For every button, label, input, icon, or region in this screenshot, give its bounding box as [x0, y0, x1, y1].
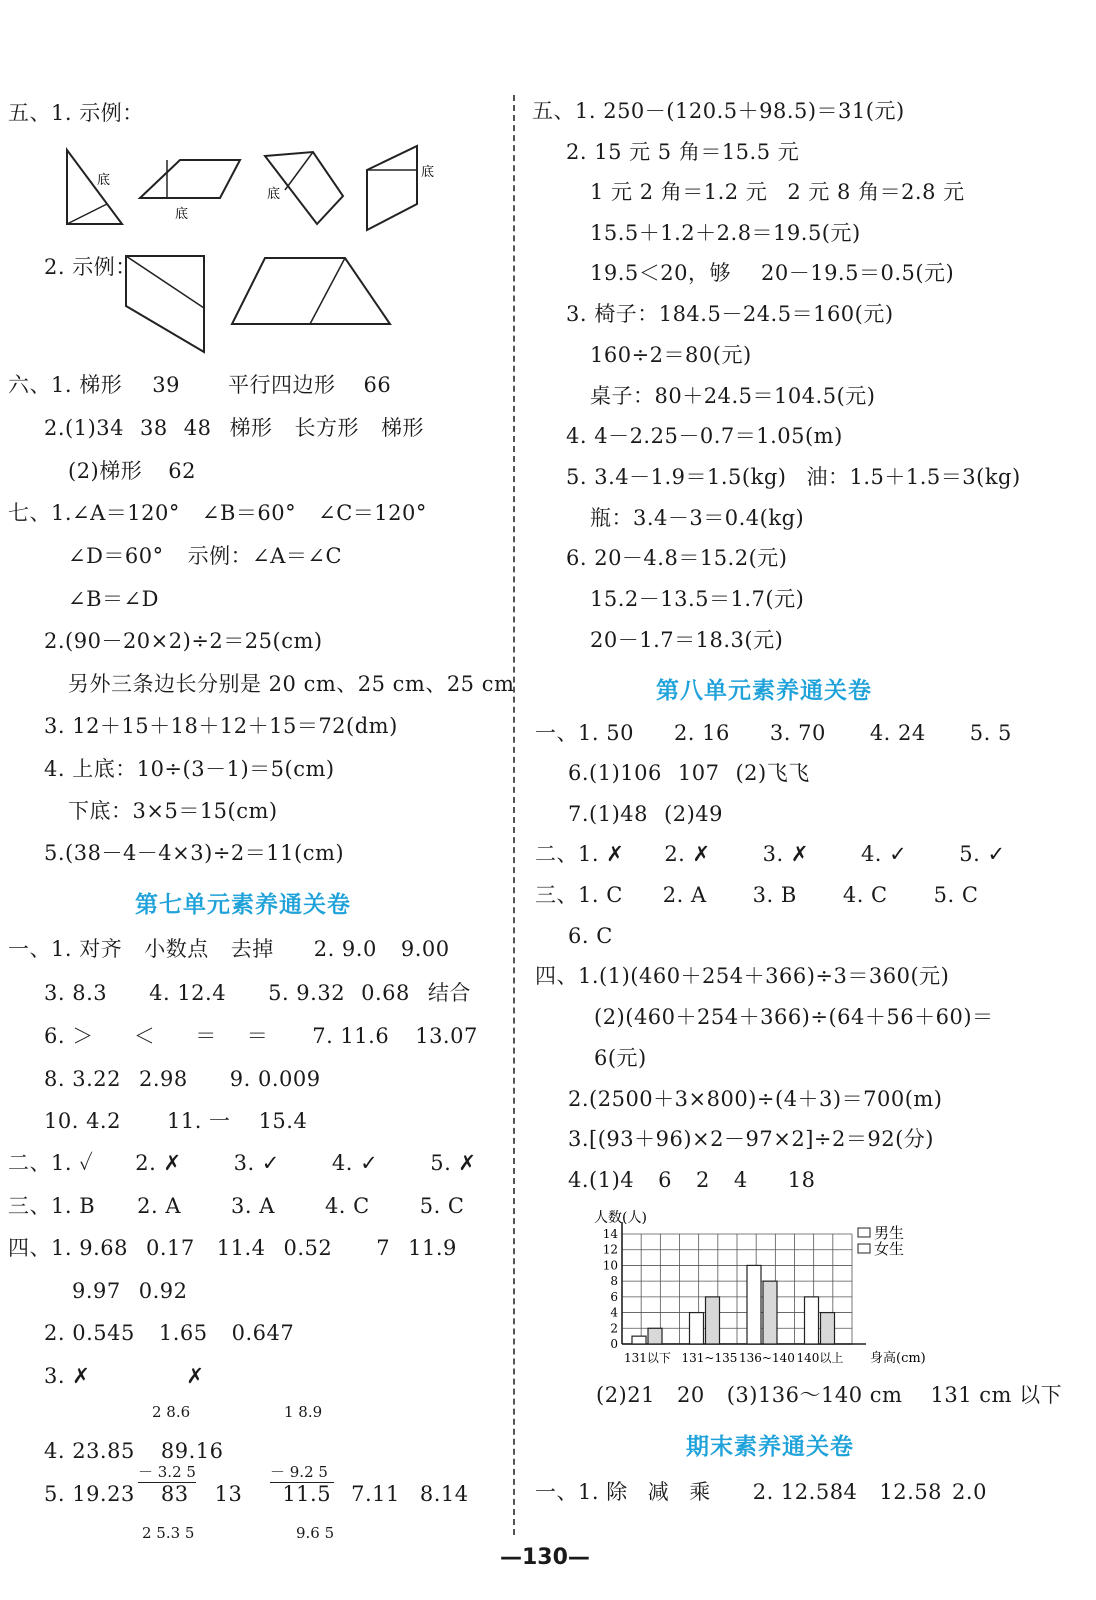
bar-boys-3	[805, 1297, 819, 1344]
unit7-title: 第七单元素养通关卷	[135, 892, 351, 918]
u7-judge: 二、1. ✓ 2. ✗ 3. ✓ 4. ✓ 5. ✗	[8, 1151, 477, 1175]
u7-4-1b: 9.97 0.92	[72, 1279, 188, 1303]
r5-1: 五、1. 250－(120.5＋98.5)＝31(元)	[532, 99, 905, 123]
u7-4-4: 4. 23.85 89.16	[44, 1439, 224, 1463]
s7-2b: 另外三条边长分别是 20 cm、25 cm、25 cm	[68, 672, 515, 696]
u8-4-3: 3.[(93＋96)×2－97×2]÷2＝92(分)	[568, 1127, 934, 1151]
r5-6: 6. 20－4.8＝15.2(元)	[566, 546, 788, 570]
r5-6c: 20－1.7＝18.3(元)	[590, 628, 784, 652]
r5-3b: 160÷2＝80(元)	[590, 343, 752, 367]
u8-6: 6.(1)106 107 (2)飞飞	[568, 761, 810, 785]
base-label-2: 底	[175, 207, 189, 222]
parallelogram-vertical-shape	[367, 146, 417, 230]
legend-girls: 女生	[874, 1240, 905, 1258]
u7-8: 8. 3.22 2.98 9. 0.009	[44, 1067, 321, 1091]
s7-1c: ∠B＝∠D	[68, 587, 159, 611]
y-tick-label: 4	[610, 1305, 618, 1320]
column-divider	[513, 95, 515, 1535]
s5-1: 五、1. 示例：	[8, 101, 144, 125]
y-tick-label: 14	[602, 1227, 618, 1241]
s6-2a: 2.(1)34 38 48 梯形 长方形 梯形	[44, 416, 424, 440]
triangle-shape	[67, 150, 122, 224]
page-number: —130—	[500, 1545, 590, 1570]
s7-1a: 七、1.∠A＝120° ∠B＝60° ∠C＝120°	[8, 501, 427, 525]
x-tick-label: 131以下	[624, 1351, 671, 1365]
s7-4: 4. 上底：10÷(3－1)＝5(cm)	[44, 757, 335, 781]
s6-1: 六、1. 梯形 39 平行四边形 66	[8, 373, 392, 397]
u8-7: 7.(1)48 (2)49	[568, 802, 723, 826]
u8-4-4b: (2)21 20 (3)136～140 cm 131 cm 以下	[596, 1383, 1063, 1407]
r5-4: 4. 4－2.25－0.7＝1.05(m)	[566, 424, 843, 448]
r5-2b: 1 元 2 角＝1.2 元 2 元 8 角＝2.8 元	[590, 180, 965, 204]
legend-swatch-boys	[858, 1228, 870, 1237]
s7-2: 2.(90－20×2)÷2＝25(cm)	[44, 629, 323, 653]
u7-6: 6. ＞ ＜ ＝ ＝ 7. 11.6 13.07	[44, 1024, 478, 1048]
s5-2: 2. 示例：	[44, 255, 137, 279]
base-label-4: 底	[421, 165, 435, 180]
r5-3c: 桌子：80＋24.5＝104.5(元)	[590, 384, 876, 408]
u8-4-1: 四、1.(1)(460＋254＋366)÷3＝360(元)	[535, 964, 950, 988]
figure-shapes-split	[120, 250, 400, 360]
y-tick-label: 12	[602, 1242, 618, 1257]
u8-choice-6: 6. C	[568, 924, 613, 948]
u7-1: 一、1. 对齐 小数点 去掉 2. 9.0 9.00	[8, 937, 450, 961]
s7-1b: ∠D＝60° 示例：∠A＝∠C	[68, 544, 343, 568]
final-title: 期末素养通关卷	[686, 1434, 854, 1460]
figure-shapes-heights	[55, 138, 455, 238]
height-bar-chart	[590, 1202, 950, 1372]
s7-5: 5.(38－4－4×3)÷2＝11(cm)	[44, 841, 345, 865]
u8-4-1b: (2)(460＋254＋366)÷(64＋56＋60)＝	[594, 1005, 994, 1029]
unit8-title: 第八单元素养通关卷	[656, 678, 872, 704]
base-label-1: 底	[97, 173, 111, 188]
x-tick-label: 131~135	[681, 1351, 738, 1365]
r5-5: 5. 3.4－1.9＝1.5(kg) 油：1.5＋1.5＝3(kg)	[566, 465, 1021, 489]
legend-boys: 男生	[874, 1224, 905, 1242]
u8-judge: 二、1. ✗ 2. ✗ 3. ✗ 4. ✓ 5. ✓	[535, 842, 1006, 866]
s7-3: 3. 12＋15＋18＋12＋15＝72(dm)	[44, 714, 398, 738]
x-tick-label: 136~140	[739, 1351, 795, 1365]
r5-6b: 15.2－13.5＝1.7(元)	[590, 587, 805, 611]
u7-4-1: 四、1. 9.68 0.17 11.4 0.52 7 11.9	[8, 1236, 457, 1260]
u8-1: 一、1. 50 2. 16 3. 70 4. 24 5. 5	[535, 721, 1012, 745]
bar-girls-2	[763, 1281, 777, 1344]
u7-3: 3. 8.3 4. 12.4 5. 9.32 0.68 结合	[44, 981, 471, 1005]
vertical-subtraction-1: 2 8.6 － 3.2 5 2 5.3 5	[138, 1403, 196, 1542]
u8-4-2: 2.(2500＋3×800)÷(4＋3)＝700(m)	[568, 1087, 943, 1111]
r5-2: 2. 15 元 5 角＝15.5 元	[566, 140, 800, 164]
final-1: 一、1. 除 减 乘 2. 12.584 12.58 2.0	[535, 1480, 987, 1504]
y-tick-label: 10	[602, 1258, 618, 1273]
r5-2d: 19.5＜20，够 20－19.5＝0.5(元)	[590, 261, 955, 285]
trapezoid-shape-2	[232, 258, 390, 324]
y-tick-label: 8	[610, 1274, 618, 1289]
u8-4-1c: 6(元)	[594, 1046, 647, 1070]
chart-ylabel: 人数(人)	[594, 1210, 647, 1226]
trapezoid-shape-1	[126, 256, 204, 352]
parallelogram-shape	[140, 160, 240, 198]
u7-10: 10. 4.2 11. 一 15.4	[44, 1109, 308, 1133]
s6-2b: (2)梯形 62	[68, 459, 196, 483]
bar-girls-3	[821, 1313, 835, 1344]
u7-4-2: 2. 0.545 1.65 0.647	[44, 1321, 295, 1345]
u7-choice: 三、1. B 2. A 3. A 4. C 5. C	[8, 1194, 465, 1218]
y-tick-label: 2	[610, 1321, 618, 1336]
bar-boys-0	[632, 1336, 646, 1344]
legend-swatch-girls	[858, 1244, 870, 1253]
r5-2c: 15.5＋1.2＋2.8＝19.5(元)	[590, 221, 861, 245]
u8-4-4: 4.(1)4 6 2 4 18	[568, 1168, 816, 1192]
r5-5b: 瓶：3.4－3＝0.4(kg)	[590, 506, 805, 530]
r5-3: 3. 椅子：184.5－24.5＝160(元)	[566, 302, 894, 326]
chart-xlabel: 身高(cm)	[870, 1351, 926, 1366]
y-tick-label: 6	[610, 1289, 618, 1304]
bar-boys-2	[747, 1265, 761, 1344]
base-label-3: 底	[267, 187, 281, 202]
u7-4-3: 3. ✗ ✗	[44, 1364, 205, 1388]
u7-4-5: 5. 19.23 83 13 11.5 7.11 8.14	[44, 1482, 469, 1506]
bar-girls-0	[648, 1328, 662, 1344]
u8-choice: 三、1. C 2. A 3. B 4. C 5. C	[535, 883, 979, 907]
bar-boys-1	[690, 1313, 704, 1344]
s7-4b: 下底：3×5＝15(cm)	[68, 799, 278, 823]
x-tick-label: 140以上	[796, 1351, 844, 1365]
vertical-subtraction-2: 1 8.9 － 9.2 5 9.6 5	[270, 1403, 335, 1542]
bar-girls-1	[706, 1297, 720, 1344]
y-tick-label: 0	[610, 1337, 618, 1351]
